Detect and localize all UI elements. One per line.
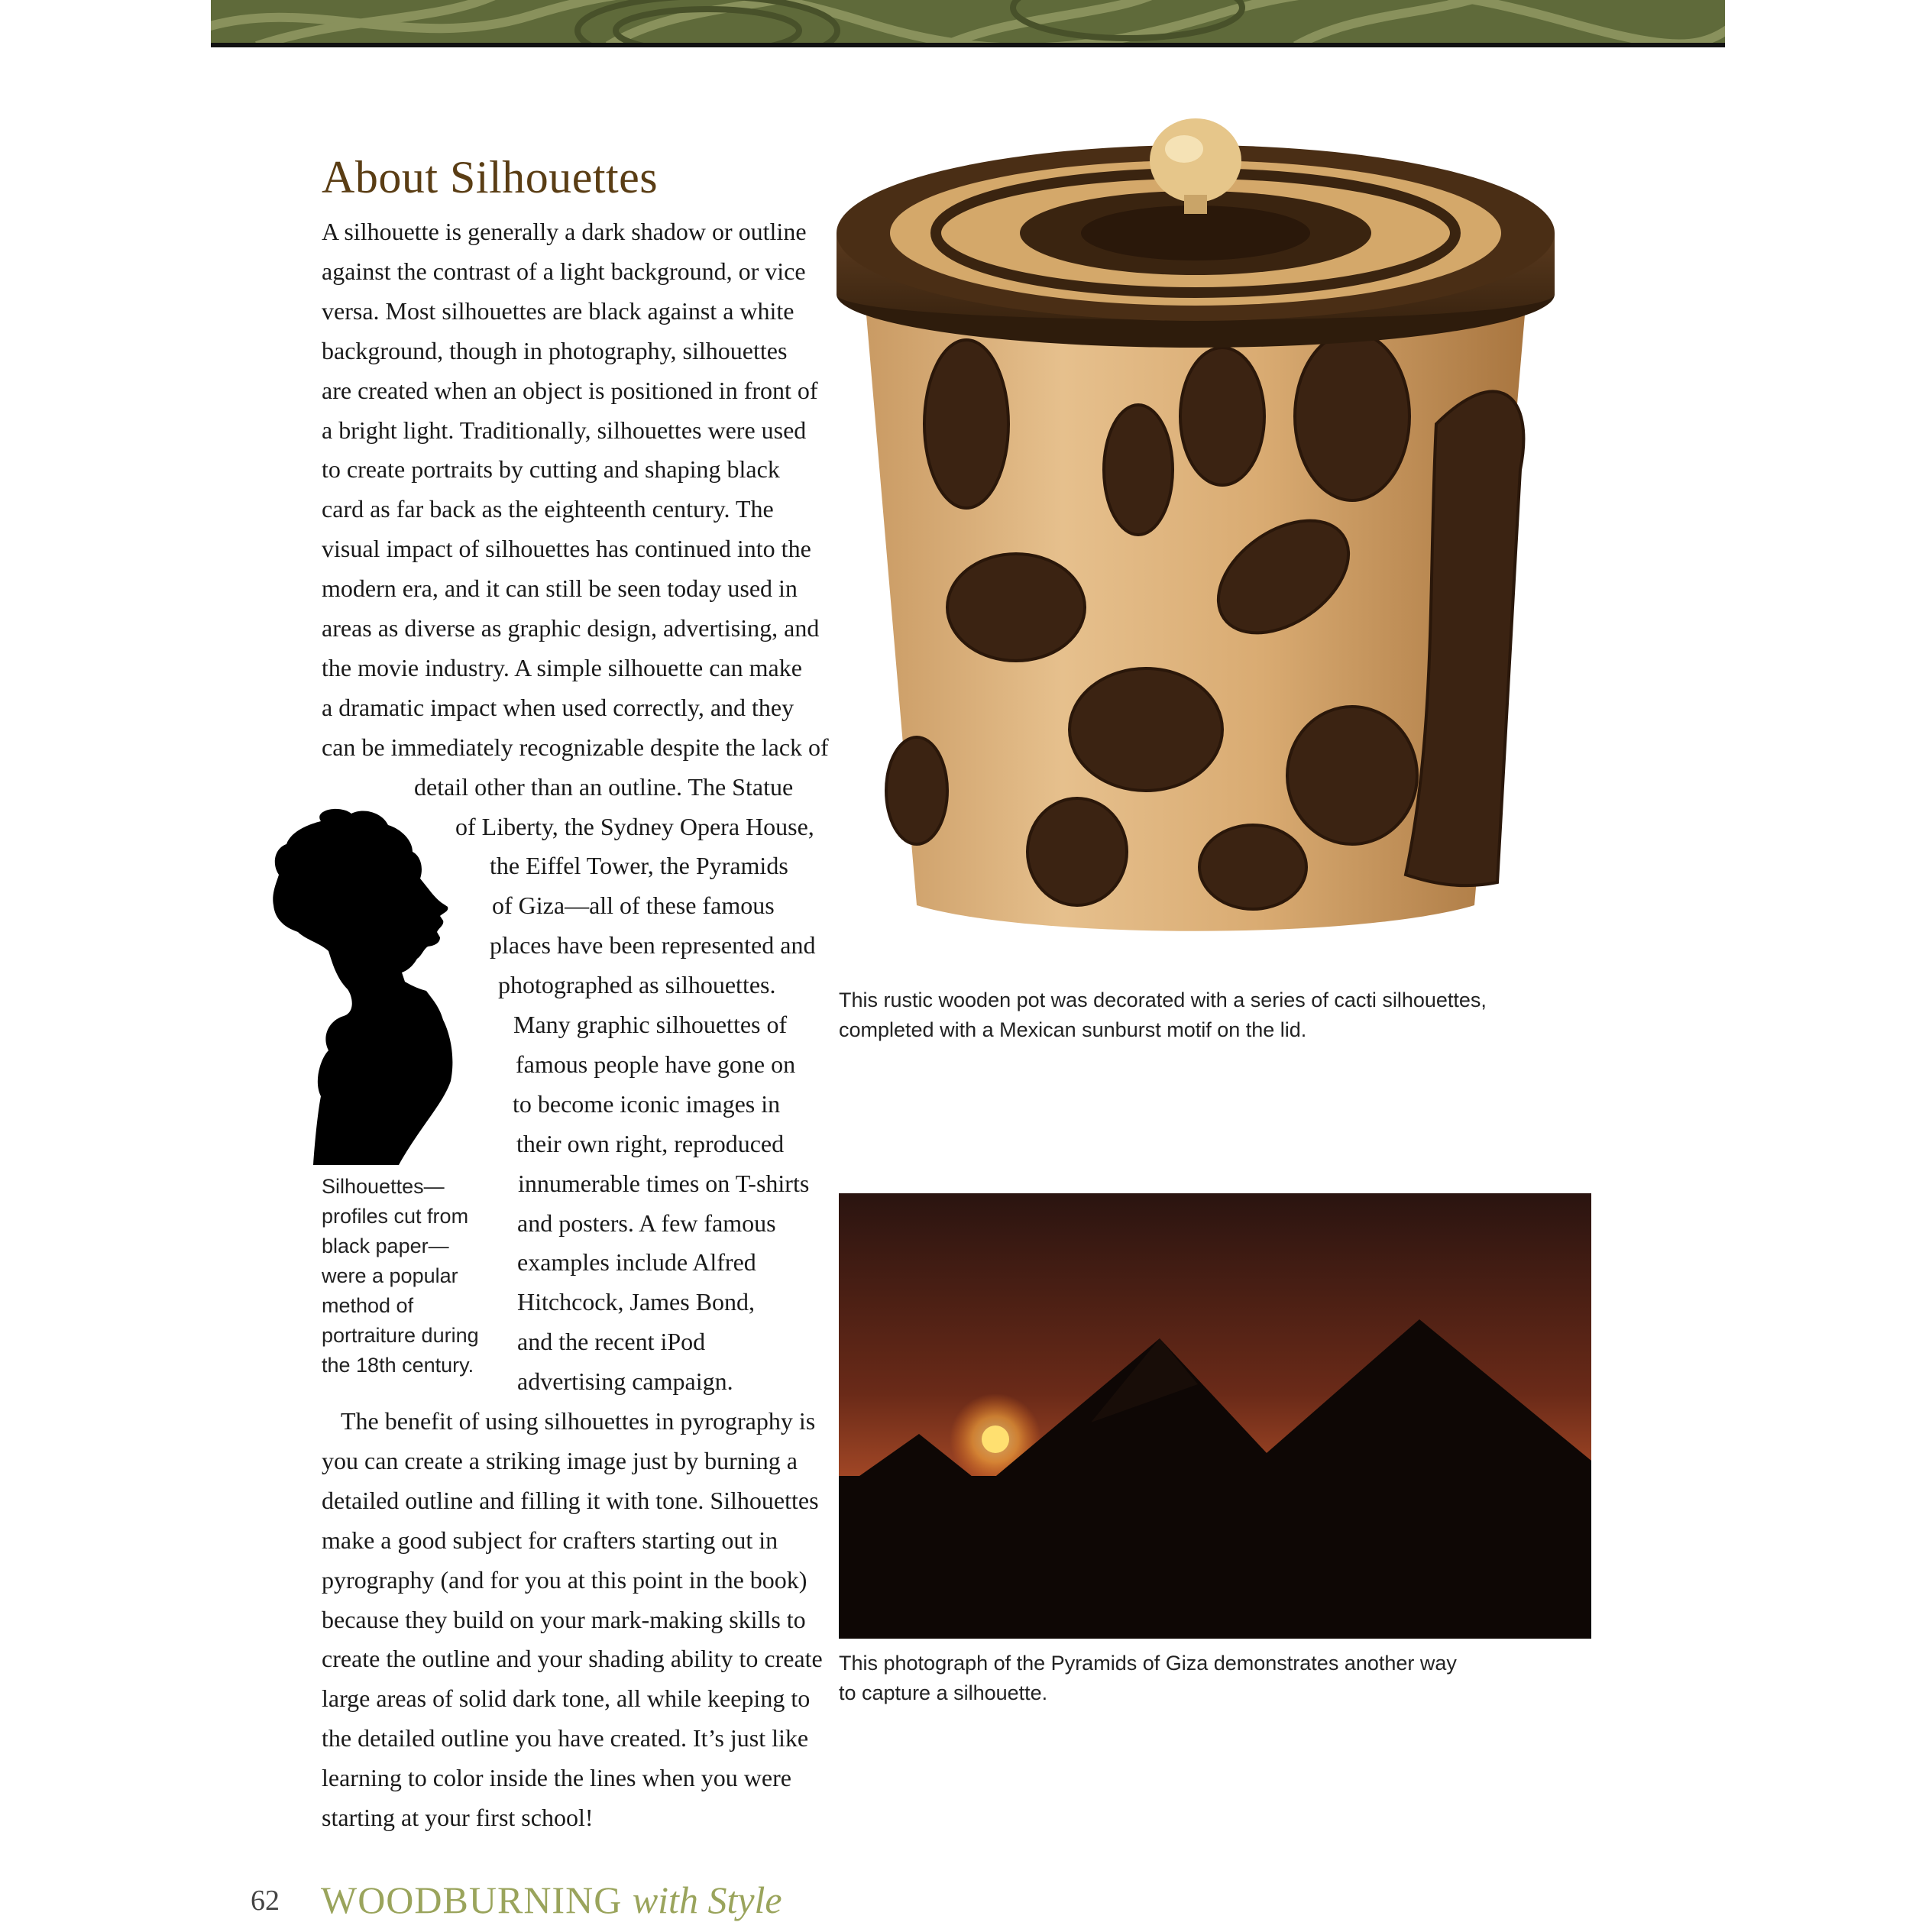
body-text-line: the Eiffel Tower, the Pyramids: [490, 852, 788, 879]
body-text-line: areas as diverse as graphic design, advertising, and: [322, 614, 820, 642]
caption-line: the 18th century.: [322, 1354, 474, 1377]
body-text-line: a dramatic impact when used correctly, and they: [322, 694, 794, 721]
body-text-line: famous people have gone on: [516, 1050, 796, 1078]
body-text-line: advertising campaign.: [517, 1367, 733, 1395]
body-text-line: background, though in photography, silhouettes: [322, 337, 788, 364]
caption-line: Silhouettes—: [322, 1175, 445, 1198]
body-text-line: visual impact of silhouettes has continued into the: [322, 535, 811, 562]
caption-line: method of: [322, 1294, 414, 1317]
caption-line: This photograph of the Pyramids of Giza demonstrates another way: [839, 1652, 1457, 1675]
body-text-line: The benefit of using silhouettes in pyrography is: [341, 1407, 816, 1435]
body-text-line: create the outline and your shading ability to create: [322, 1645, 823, 1672]
body-text-line: card as far back as the eighteenth century. The: [322, 495, 774, 523]
body-text-line: you can create a striking image just by burning a: [322, 1447, 798, 1474]
body-text-line: of Giza—all of these famous: [492, 892, 775, 919]
article-title: About Silhouettes: [322, 152, 659, 202]
body-text-line: A silhouette is generally a dark shadow or outline: [322, 218, 807, 245]
cactus-pot-photo: [825, 118, 1566, 943]
body-text-line: and the recent iPod: [517, 1328, 706, 1355]
header-banner: [211, 0, 1725, 43]
body-text-line: large areas of solid dark tone, all while keeping to: [322, 1684, 811, 1712]
body-text-line: are created when an object is positioned in front of: [322, 377, 818, 404]
body-text-line: a bright light. Traditionally, silhouettes were used: [322, 416, 807, 444]
caption-line: were a popular: [322, 1264, 458, 1287]
pyramids-sunset-photo: [839, 1193, 1591, 1639]
running-head: [321, 1878, 782, 1922]
body-text-line: can be immediately recognizable despite the lack of: [322, 733, 829, 761]
body-text-line: places have been represented and: [490, 931, 816, 959]
body-text-line: learning to color inside the lines when you were: [322, 1764, 791, 1791]
body-text-line: detailed outline and filling it with tone. Silhouettes: [322, 1487, 819, 1514]
body-text-line: Hitchcock, James Bond,: [517, 1288, 756, 1316]
body-text-line: make a good subject for crafters starting out in: [322, 1526, 778, 1554]
body-text-line: pyrography (and for you at this point in the book): [322, 1566, 807, 1594]
body-text-line: modern era, and it can still be seen today used in: [322, 574, 798, 602]
running-head-italic: with Style: [632, 1879, 782, 1921]
caption-line: black paper—: [322, 1235, 449, 1257]
body-text-line: to create portraits by cutting and shaping black: [322, 455, 780, 483]
page-number: 62: [251, 1885, 280, 1917]
body-text-line: examples include Alfred: [517, 1248, 756, 1276]
body-text-line: photographed as silhouettes.: [498, 971, 776, 998]
body-text-line: the movie industry. A simple silhouette can make: [322, 654, 802, 681]
caption-line: This rustic wooden pot was decorated with a series of cacti silhouettes,: [839, 989, 1487, 1011]
body-text-line: because they build on your mark-making skills to: [322, 1606, 806, 1633]
body-text-line: against the contrast of a light background, or vice: [322, 257, 806, 285]
body-text-line: and posters. A few famous: [517, 1209, 776, 1237]
caption-line: portraiture during: [322, 1324, 479, 1347]
body-text-line: the detailed outline you have created. It’s just like: [322, 1724, 809, 1752]
body-text-line: of Liberty, the Sydney Opera House,: [455, 813, 814, 840]
header-rule: [211, 43, 1725, 47]
body-text-line: Many graphic silhouettes of: [513, 1011, 788, 1038]
body-text-line: detail other than an outline. The Statue: [414, 773, 794, 801]
body-text-line: versa. Most silhouettes are black against a white: [322, 297, 794, 325]
body-text-line: starting at your first school!: [322, 1804, 594, 1831]
running-head-main: WOODBURNING: [321, 1879, 623, 1921]
caption-line: to capture a silhouette.: [839, 1681, 1048, 1704]
body-text-line: innumerable times on T-shirts: [518, 1170, 810, 1197]
profile-silhouette-image: [267, 806, 466, 1165]
body-text-line: their own right, reproduced: [516, 1130, 785, 1157]
caption-line: completed with a Mexican sunburst motif on the lid.: [839, 1018, 1307, 1041]
swirl-pattern-icon: [211, 0, 1725, 43]
body-text-line: to become iconic images in: [513, 1090, 781, 1118]
caption-line: profiles cut from: [322, 1205, 469, 1228]
